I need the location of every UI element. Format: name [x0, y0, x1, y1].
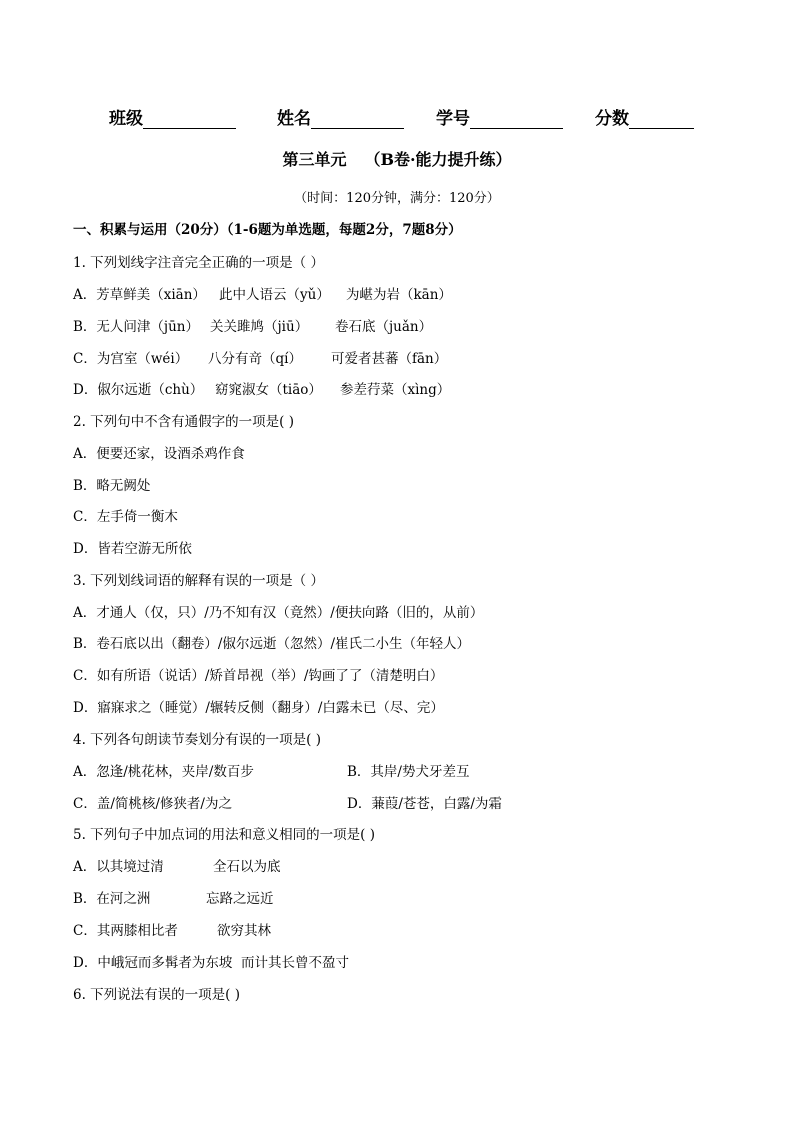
class-label: 班级 — [109, 109, 143, 129]
name-blank[interactable] — [311, 110, 404, 129]
q4-stem: 4. 下列各句朗读节奏划分有误的一项是( ) — [73, 732, 321, 748]
class-blank[interactable] — [143, 110, 236, 129]
student-id-blank[interactable] — [470, 110, 563, 129]
q5-a-part2: 全石以为底 — [213, 859, 281, 875]
q6-stem: 6. 下列说法有误的一项是( ) — [73, 987, 240, 1003]
score-blank[interactable] — [629, 110, 694, 129]
q4-option-b: B．其岸/势犬牙差互 — [347, 764, 470, 780]
name-label: 姓名 — [277, 109, 311, 129]
score-field — [595, 104, 694, 129]
q1-c-item3: 可爱者甚蕃（fān） — [331, 351, 448, 367]
class-field — [109, 104, 236, 129]
student-id-label: 学号 — [436, 109, 470, 129]
q1-d-item3: 参差荇菜（xìng） — [340, 382, 451, 398]
q1-b-item3: 卷石底（juǎn） — [335, 319, 433, 335]
title-sub: （B卷·能力提升练） — [364, 150, 512, 169]
q3-option-b: B．卷石底以出（翻卷）/俶尔远逝（忽然）/崔氏二小生（年轻人） — [73, 636, 471, 652]
q5-b-part1: B．在河之洲 — [73, 891, 151, 907]
student-id-field — [436, 104, 563, 129]
q5-c-part2: 欲穷其林 — [217, 923, 271, 939]
q3-option-d: D．寤寐求之（睡觉）/辗转反侧（翻身）/白露未已（尽、完） — [73, 700, 444, 716]
q1-a-item1: A．芳草鲜美（xiān） — [73, 287, 206, 303]
q4-option-d: D．蒹葭/苍苍，白露/为霜 — [347, 796, 502, 812]
q2-option-c: C．左手倚一衡木 — [73, 509, 178, 525]
section-heading: 一、积累与运用（20分）（1-6题为单选题，每题2分，7题8分） — [73, 222, 462, 238]
name-field — [277, 104, 404, 129]
q5-stem: 5. 下列句子中加点词的用法和意义相同的一项是( ) — [73, 827, 375, 843]
q5-b-part2: 忘路之远近 — [206, 891, 274, 907]
q1-stem: 1. 下列划线字注音完全正确的一项是（ ） — [73, 255, 324, 271]
q5-c-part1: C．其两膝相比者 — [73, 923, 178, 939]
q2-option-d: D．皆若空游无所依 — [73, 541, 192, 557]
q1-b-item1: B．无人问津（jūn） — [73, 319, 199, 335]
title-main: 第三单元 — [282, 150, 347, 169]
score-label: 分数 — [595, 109, 629, 129]
q1-b-item2: 关关雎鸠（jiū） — [210, 319, 309, 335]
time-info: （时间：120分钟，满分：120分） — [294, 191, 500, 206]
q3-option-c: C．如有所语（说话）/矫首昂视（举）/钩画了了（清楚明白） — [73, 668, 444, 684]
q2-option-b: B．略无阙处 — [73, 478, 151, 494]
q1-c-item1: C．为宫室（wéi） — [73, 351, 189, 367]
q1-c-item2: 八分有竒（qí） — [208, 351, 302, 367]
q1-a-item3: 为嵁为岩（kān） — [346, 287, 452, 303]
q5-d-part1: D．中峨冠而多髯者为东坡 — [73, 955, 233, 971]
page-title — [0, 147, 794, 170]
q3-stem: 3. 下列划线词语的解释有误的一项是（ ） — [73, 573, 324, 589]
q3-option-a: A．才通人（仅，只）/乃不知有汉（竟然）/便扶向路（旧的，从前） — [73, 605, 484, 621]
q2-stem: 2. 下列句中不含有通假字的一项是( ) — [73, 414, 294, 430]
q4-option-c: C．盖/简桃核/修狭者/为之 — [73, 796, 232, 812]
q5-d-part2: 而计其长曾不盈寸 — [241, 955, 349, 971]
q4-option-a: A．忽逢/桃花林，夹岸/数百步 — [73, 764, 254, 780]
q1-a-item2: 此中人语云（yǔ） — [219, 287, 330, 303]
q5-a-part1: A．以其境过清 — [73, 859, 164, 875]
q2-option-a: A．便要还家，设酒杀鸡作食 — [73, 446, 245, 462]
q1-d-item2: 窈窕淑女（tiāo） — [215, 382, 322, 398]
q1-d-item1: D．俶尔远逝（chù） — [73, 382, 204, 398]
